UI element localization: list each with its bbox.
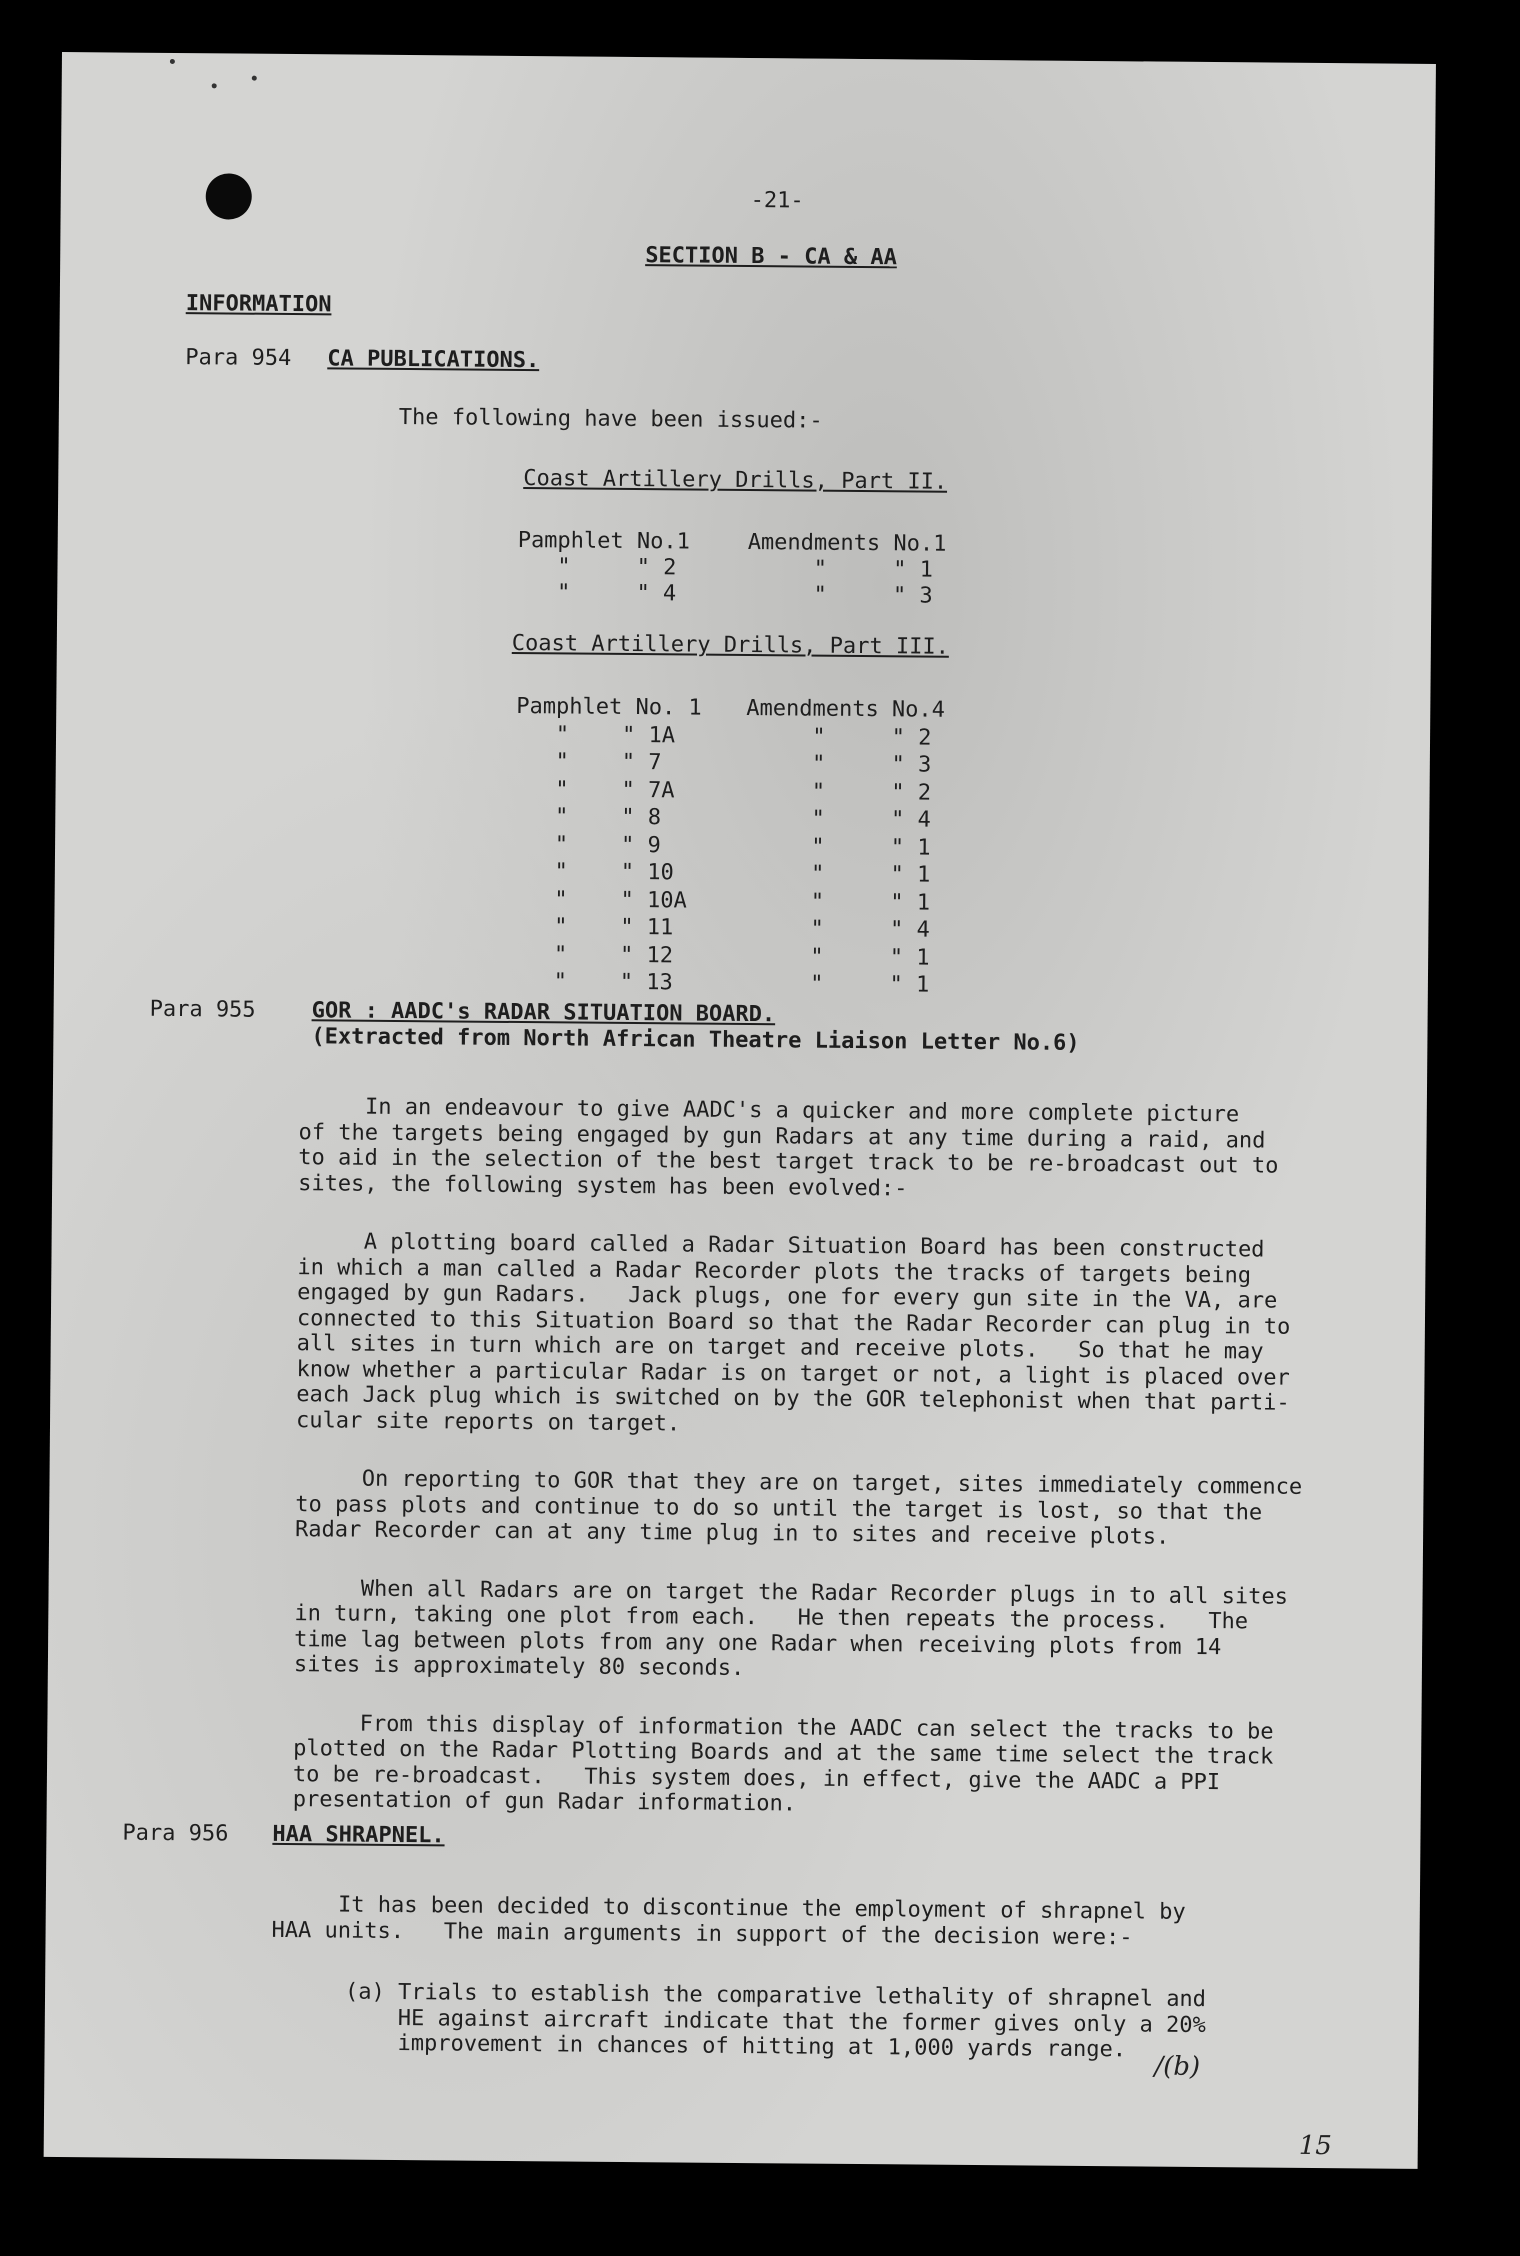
body-line: plotted on the Radar Plotting Boards and at the same time select the track xyxy=(293,1736,1274,1770)
body-line: HAA units. The main arguments in support of the decision were:- xyxy=(271,1917,1133,1950)
page-number: -21- xyxy=(750,188,804,214)
body-line: sites is approximately 80 seconds. xyxy=(293,1652,745,1682)
table-cell-amendment: " " 1 xyxy=(744,833,931,861)
table-cell-pamphlet: " " 11 xyxy=(514,913,674,941)
body-line: to be re-broadcast. This system does, in effect, give the AADC a PPI xyxy=(292,1761,1221,1795)
table-cell-pamphlet: Pamphlet No. 1 xyxy=(516,693,702,721)
body-line: In an endeavour to give AADC's a quicker and more complete picture xyxy=(298,1094,1240,1128)
body-line: all sites in turn which are on target and receive plots. So that he may xyxy=(296,1331,1264,1365)
table-cell-pamphlet: " " 1A xyxy=(515,721,676,748)
para-955-title: GOR : AADC's RADAR SITUATION BOARD. xyxy=(311,998,776,1028)
document-page xyxy=(44,52,1436,2169)
body-line: On reporting to GOR that they are on target, sites immediately commence xyxy=(295,1466,1303,1500)
table-cell-amendment: " " 3 xyxy=(747,582,933,609)
part3-title: Coast Artillery Drills, Part III. xyxy=(511,630,950,660)
body-line: to aid in the selection of the best target track to be re-broadcast out to xyxy=(298,1145,1279,1179)
table-cell-pamphlet: Pamphlet No.1 xyxy=(517,527,691,555)
table-cell-amendment: " " 4 xyxy=(744,915,930,943)
table-cell-amendment: " " 1 xyxy=(744,888,931,916)
para-954-intro: The following have been issued:- xyxy=(398,404,823,434)
punch-hole xyxy=(206,173,252,219)
table-cell-amendment: " " 3 xyxy=(745,750,932,778)
table-cell-pamphlet: " " 13 xyxy=(513,968,673,996)
body-line: each Jack plug which is switched on by the GOR telephonist when that parti- xyxy=(296,1382,1290,1416)
table-cell-amendment: " " 2 xyxy=(745,778,932,806)
section-title: SECTION B - CA & AA xyxy=(645,243,898,271)
part2-table xyxy=(62,52,1436,64)
table-cell-amendment: Amendments No.4 xyxy=(746,695,946,723)
part3-table xyxy=(62,52,1436,64)
body-line: From this display of information the AADC can select the tracks to be xyxy=(293,1710,1274,1745)
table-cell-amendment: " " 1 xyxy=(747,556,934,583)
table-cell-pamphlet: " " 9 xyxy=(514,831,661,858)
table-cell-amendment: " " 1 xyxy=(744,943,930,971)
para-956-body xyxy=(62,52,1436,64)
table-cell-amendment: " " 1 xyxy=(744,860,931,888)
table-cell-pamphlet: " " 10A xyxy=(514,886,687,913)
body-line: in which a man called a Radar Recorder plots the tracks of targets being xyxy=(297,1254,1252,1288)
item-line: improvement in chances of hitting at 1,000 yards range. xyxy=(344,2030,1127,2063)
body-line: know whether a particular Radar is on target or not, a light is placed over xyxy=(296,1356,1290,1391)
continuation-mark: /(b) xyxy=(1154,2051,1201,2083)
table-cell-pamphlet: " " 7A xyxy=(515,776,675,803)
body-line: sites, the following system has been evolved:- xyxy=(298,1170,908,1201)
para-954-title: CA PUBLICATIONS. xyxy=(327,346,540,374)
body-line: engaged by gun Radars. Jack plugs, one for every gun site in the VA, are xyxy=(297,1280,1278,1314)
body-line: When all Radars are on target the Radar Recorder plugs in to all sites xyxy=(294,1575,1289,1610)
body-line: cular site reports on target. xyxy=(295,1407,681,1436)
item-line: (a) Trials to establish the comparative lethality of shrapnel and xyxy=(344,1979,1207,2013)
body-line: time lag between plots from any one Radar when receiving plots from 14 xyxy=(294,1626,1222,1660)
item-line: HE against aircraft indicate that the former gives only a 20% xyxy=(344,2005,1206,2038)
table-cell-amendment: " " 4 xyxy=(745,805,931,833)
body-line: in turn, taking one plot from each. He then repeats the process. The xyxy=(294,1601,1249,1635)
para-954-label: Para 954 xyxy=(185,345,292,372)
table-cell-pamphlet: " " 4 xyxy=(517,579,677,607)
table-cell-amendment: Amendments No.1 xyxy=(747,530,947,557)
speck xyxy=(170,59,175,64)
body-line: to pass plots and continue to do so until the target is lost, so that the xyxy=(295,1491,1263,1526)
table-cell-pamphlet: " " 10 xyxy=(514,858,674,886)
table-cell-pamphlet: " " 8 xyxy=(515,803,662,831)
body-line: connected to this Situation Board so that the Radar Recorder can plug in to xyxy=(296,1305,1291,1340)
body-line: presentation of gun Radar information. xyxy=(292,1787,797,1817)
folio-number: 15 xyxy=(1298,2130,1332,2162)
speck xyxy=(252,76,257,81)
para-955-label: Para 955 xyxy=(149,996,256,1023)
table-cell-pamphlet: " " 12 xyxy=(514,941,674,968)
body-line: Radar Recorder can at any time plug in to sites and receive plots. xyxy=(295,1517,1170,1550)
table-cell-amendment: " " 1 xyxy=(743,970,930,998)
speck xyxy=(212,83,217,88)
table-cell-pamphlet: " " 2 xyxy=(517,553,677,581)
part2-title: Coast Artillery Drills, Part II. xyxy=(523,466,948,495)
para-956-title: HAA SHRAPNEL. xyxy=(272,1821,445,1849)
table-cell-amendment: " " 2 xyxy=(745,723,932,751)
body-line: A plotting board called a Radar Situation Board has been constructed xyxy=(297,1229,1265,1263)
info-heading: INFORMATION xyxy=(185,291,332,318)
para-955-subtitle: (Extracted from North African Theatre Liaison Letter No.6) xyxy=(311,1024,1080,1056)
para-955-body xyxy=(62,52,1436,64)
table-cell-pamphlet: " " 7 xyxy=(515,748,662,776)
para-956-label: Para 956 xyxy=(122,1820,229,1847)
body-line: It has been decided to discontinue the employment of shrapnel by xyxy=(271,1891,1186,1925)
body-line: of the targets being engaged by gun Radars at any time during a raid, and xyxy=(298,1119,1266,1154)
